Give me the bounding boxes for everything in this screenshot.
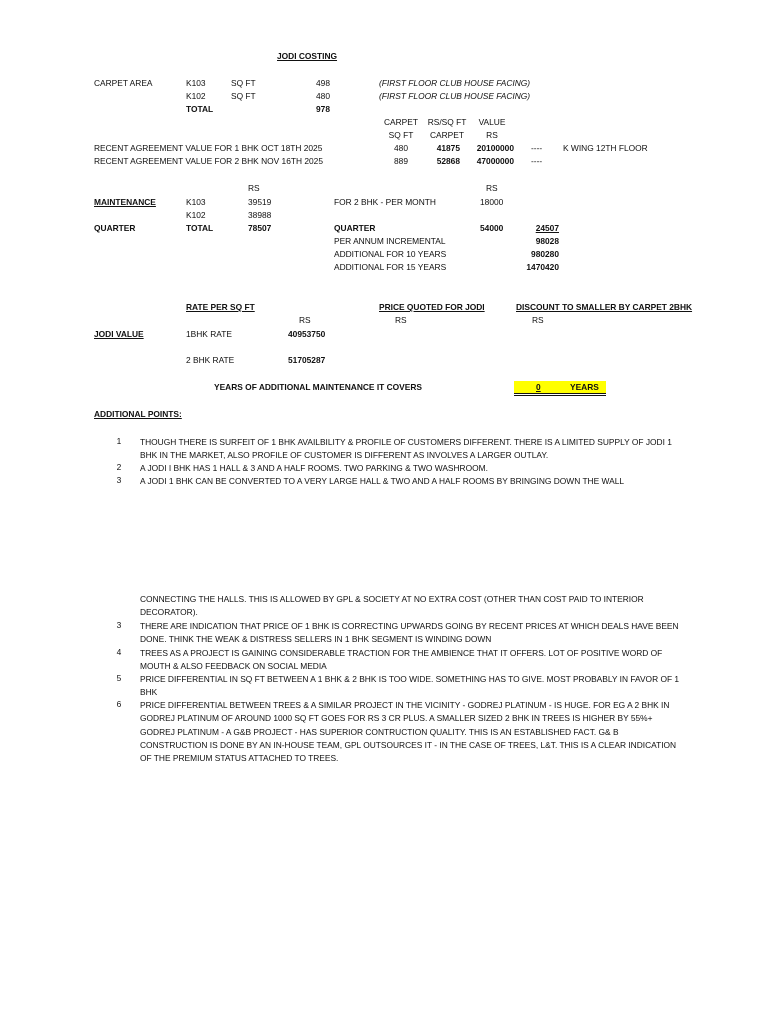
- point-number: 6: [116, 699, 122, 709]
- incremental-value: 1470420: [526, 262, 559, 272]
- point-number: 1: [116, 436, 122, 446]
- agreement-carpet: 889: [394, 156, 408, 166]
- rs-label: RS: [532, 315, 544, 325]
- agreement-dash: ----: [531, 143, 543, 153]
- rs-label: RS: [248, 183, 260, 193]
- point-text: A JODI I BHK HAS 1 HALL & 3 AND A HALF ROOMS. TWO PARKING & TWO WASHROOM.: [140, 463, 488, 473]
- point-number: 3: [116, 475, 122, 485]
- agreement-dash: ----: [531, 156, 543, 166]
- agreement-label: RECENT AGREEMENT VALUE FOR 2 BHK NOV 16TH 2025: [94, 156, 323, 166]
- carpet-area-label: CARPET AREA: [94, 78, 153, 88]
- carpet-unit: K103: [186, 78, 206, 88]
- carpet-note: (FIRST FLOOR CLUB HOUSE FACING): [379, 91, 531, 101]
- years-double-underline: [514, 393, 606, 396]
- agreement-remark: K WING 12TH FLOOR: [563, 143, 648, 153]
- rate-2bhk-label: 2 BHK RATE: [186, 355, 235, 365]
- carpet-uom: SQ FT: [231, 91, 256, 101]
- quarter-difference: 24507: [535, 223, 559, 233]
- incremental-value: 98028: [535, 236, 559, 246]
- col-header-rate-unit: CARPET: [430, 130, 464, 140]
- quarter-right-label: QUARTER: [334, 223, 376, 233]
- additional-points-title: ADDITIONAL POINTS:: [94, 409, 182, 419]
- point-number: 5: [116, 673, 122, 683]
- jodi-value-label: JODI VALUE: [94, 329, 144, 339]
- page-title: JODI COSTING: [277, 51, 338, 61]
- agreement-value: 47000000: [476, 156, 514, 166]
- quarter-right-value: 54000: [480, 223, 504, 233]
- rate-per-sqft-header: RATE PER SQ FT: [186, 302, 255, 312]
- carpet-unit: K102: [186, 91, 206, 101]
- agreement-rate: 41875: [436, 143, 460, 153]
- point-text: A JODI 1 BHK CAN BE CONVERTED TO A VERY LARGE HALL & TWO AND A HALF ROOMS BY BRINGING DOWN THE WALL: [140, 476, 625, 486]
- carpet-value: 480: [316, 91, 330, 101]
- rate-2bhk-value: 51705287: [288, 355, 326, 365]
- col-header-carpet: CARPET: [384, 117, 418, 127]
- rs-label: RS: [395, 315, 407, 325]
- point-text: PRICE DIFFERENTIAL BETWEEN TREES & A SIMILAR PROJECT IN THE VICINITY - GODREJ PLATINUM - IS HUGE. FOR EG A 2 BHK IN GODREJ PLATINUM OF AROUND 1000 SQ FT GOES FOR RS 3 CR PLUS. A SMALLER SIZED 2 BHK IN TREES IS HIGHER BY 55%+ GODREJ PLATINUM - A G&B PROJECT - HAS SUPERIOR CONTRUCTION QUALITY. THIS IS AN ESTABLISHED FACT. G& B CONSTRUCTION IS DONE BY AN IN-HOUSE TEAM, GPL OUTSOURCES IT - IN THE CASE OF TREES, L&T. THIS IS A CLEAR INDICATION OF THE PREMIUM STATUS ATTACHED TO TREES.: [140, 700, 677, 764]
- agreement-rate: 52868: [436, 156, 460, 166]
- carpet-note: (FIRST FLOOR CLUB HOUSE FACING): [379, 78, 531, 88]
- carpet-uom: SQ FT: [231, 78, 256, 88]
- maintenance-total-value: 78507: [248, 223, 272, 233]
- per-month-label: FOR 2 BHK - PER MONTH: [334, 197, 436, 207]
- maintenance-value: 38988: [248, 210, 272, 220]
- carpet-total-label: TOTAL: [186, 104, 214, 114]
- maintenance-unit: K102: [186, 210, 206, 220]
- carpet-total-value: 978: [316, 104, 330, 114]
- years-value: 0: [536, 382, 541, 392]
- col-header-value: VALUE: [478, 117, 506, 127]
- maintenance-value: 39519: [248, 197, 272, 207]
- point-continuation-text: CONNECTING THE HALLS. THIS IS ALLOWED BY GPL & SOCIETY AT NO EXTRA COST (OTHER THAN COST PAID TO INTERIOR DECORATOR).: [140, 594, 644, 618]
- agreement-value: 20100000: [476, 143, 514, 153]
- point-text: THERE ARE INDICATION THAT PRICE OF 1 BHK IS CORRECTING UPWARDS GOING BY RECENT PRICES AT WHICH DEALS HAVE BEEN DONE. THINK THE WEAK & DISTRESS SELLERS IN 1 BHK SEGMENT IS WINDING DOWN: [140, 621, 679, 645]
- quarter-label: QUARTER: [94, 223, 136, 233]
- agreement-label: RECENT AGREEMENT VALUE FOR 1 BHK OCT 18TH 2025: [94, 143, 323, 153]
- incremental-label: ADDITIONAL FOR 15 YEARS: [334, 262, 447, 272]
- carpet-value: 498: [316, 78, 330, 88]
- years-unit: YEARS: [570, 382, 599, 392]
- point-text: PRICE DIFFERENTIAL IN SQ FT BETWEEN A 1 BHK & 2 BHK IS TOO WIDE. SOMETHING HAS TO GIVE. MOST PROBABLY IN FAVOR OF 1 BHK: [140, 674, 680, 698]
- rs-label: RS: [486, 183, 498, 193]
- incremental-label: ADDITIONAL FOR 10 YEARS: [334, 249, 447, 259]
- years-covered-label: YEARS OF ADDITIONAL MAINTENANCE IT COVERS: [214, 382, 422, 392]
- point-number: 2: [116, 462, 122, 472]
- point-text: THOUGH THERE IS SURFEIT OF 1 BHK AVAILBILITY & PROFILE OF CUSTOMERS DIFFERENT. THERE IS A LIMITED SUPPLY OF JODI 1 BHK IN THE MARKET, ALSO PROFILE OF CUSTOMER IS DIFFERENT AS INVOLVES A LARGER OUTLAY.: [140, 437, 672, 461]
- point-number: 3: [116, 620, 122, 630]
- maintenance-label: MAINTENANCE: [94, 197, 156, 207]
- rate-1bhk-value: 40953750: [288, 329, 326, 339]
- point-text: TREES AS A PROJECT IS GAINING CONSIDERABLE TRACTION FOR THE AMBIENCE THAT IT OFFERS. LOT OF POSITIVE WORD OF MOUTH & ALSO FEEDBACK ON SOCIAL MEDIA: [140, 648, 663, 672]
- rs-label: RS: [299, 315, 311, 325]
- price-quoted-header: PRICE QUOTED FOR JODI: [379, 302, 485, 312]
- col-header-rate: RS/SQ FT: [427, 117, 467, 127]
- maintenance-total-label: TOTAL: [186, 223, 214, 233]
- point-number: 4: [116, 647, 122, 657]
- col-header-carpet-unit: SQ FT: [388, 130, 414, 140]
- discount-header: DISCOUNT TO SMALLER BY CARPET 2BHK: [516, 302, 693, 312]
- rate-1bhk-label: 1BHK RATE: [186, 329, 232, 339]
- incremental-label: PER ANNUM INCREMENTAL: [334, 236, 446, 246]
- maintenance-unit: K103: [186, 197, 206, 207]
- incremental-value: 980280: [531, 249, 559, 259]
- per-month-value: 18000: [480, 197, 504, 207]
- agreement-carpet: 480: [394, 143, 408, 153]
- col-header-value-unit: RS: [486, 130, 498, 140]
